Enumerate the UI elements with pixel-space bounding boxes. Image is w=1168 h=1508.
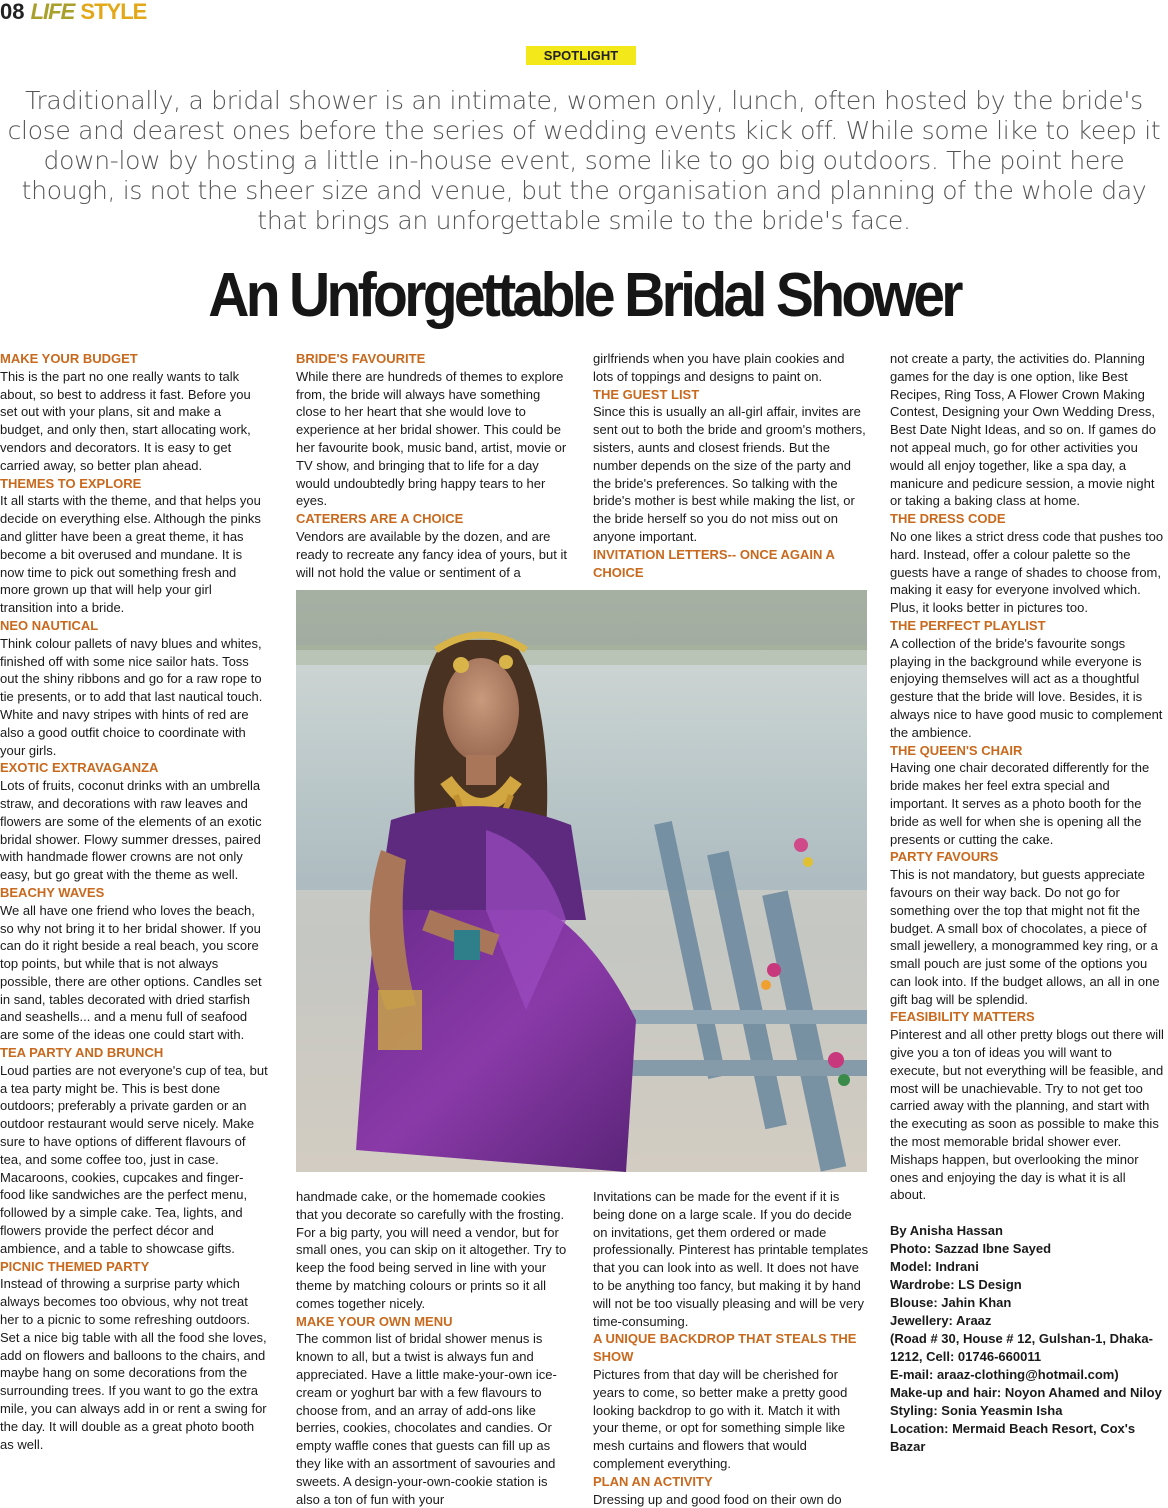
section-body: Lots of fruits, coconut drinks with an umbrella straw, and decorations with raw leaves and flowers are some of the elements of an exotic bridal shower. Flowy summer dresses, paired with handmade flower crowns are not only easy, but go great with the theme as well. — [0, 778, 262, 883]
article-column-1 — [0, 350, 268, 1453]
article-column-2-top — [296, 350, 570, 581]
section-heading: THE GUEST LIST — [593, 386, 700, 402]
section-body: While there are hundreds of themes to explore from, the bride will always have something close to her heart that she would love to experience at her bridal shower. This could be her favourite book, music band, artist, movie or TV show, and bringing that to life for a day would undoubtedly bring happy tears to her eyes. — [296, 368, 567, 509]
section-heading: INVITATION LETTERS-- ONCE AGAIN A CHOICE — [593, 546, 835, 580]
bride-photo — [296, 590, 867, 1172]
credit-wardrobe: Wardrobe: LS Design — [890, 1277, 1022, 1293]
article-column-2-bottom — [296, 1188, 570, 1508]
section-heading: THE PERFECT PLAYLIST — [890, 617, 1046, 633]
section-body: Instead of throwing a surprise party which always becomes too obvious, why not treat her to a picnic to some refreshing outdoors. Set a nice big table with all the food she loves, add on flowers and balloons to the chairs, and maybe hang on some decorations from the surrounding trees. If you want to go the extra mile, you can always add in or rent a swing for the day. It will double as a great photo booth as well. — [0, 1276, 267, 1452]
section-heading: CATERERS ARE A CHOICE — [296, 511, 464, 527]
section-body: Pictures from that day will be cherished for years to come, so better make a pretty good looking backdrop to go with it. Match it with your theme, or opt for something simple like mesh curtains and flowers that would complement everything. — [593, 1366, 848, 1471]
section-heading: PICNIC THEMED PARTY — [0, 1258, 150, 1274]
credit-model: Model: Indrani — [890, 1259, 979, 1275]
section-body: It all starts with the theme, and that helps you decide on everything else. Although the pinks and glitter have been a great theme, it has become a bit overused and mundane. It is now time to pick out something fresh and more grown up that will help your girl transition into a bride. — [0, 493, 261, 616]
section-heading: FEASIBILITY MATTERS — [890, 1009, 1035, 1025]
section-heading: A UNIQUE BACKDROP THAT STEALS THE SHOW — [593, 1331, 857, 1365]
credit-photo: Photo: Sazzad Ibne Sayed — [890, 1241, 1052, 1257]
page-number: 08 — [0, 0, 25, 24]
section-heading: BRIDE'S FAVOURITE — [296, 351, 426, 366]
section-heading: TEA PARTY AND BRUNCH — [0, 1045, 164, 1061]
section-body: A collection of the bride's favourite songs playing in the background while everyone is enjoying themselves will act as a thoughtful gesture that the bride will love. Besides, it is always nice to have good music to complement the ambience. — [890, 635, 1163, 740]
spotlight-tag: SPOTLIGHT — [526, 46, 636, 65]
section-body: not create a party, the activities do. Planning games for the day is one option, like Best Recipes, Ring Toss, A Flower Crown Making Contest, Designing your Own Wedding Dress, Best Date Night Ideas, and so on. If games do not appeal much, go for other activities you would all enjoy together, like a spa day, a manicure and pedicure session, a movie night or taking a baking class at home. — [890, 351, 1156, 509]
credit-author: By Anisha Hassan — [890, 1223, 1003, 1239]
section-body: Pinterest and all other pretty blogs out there will give you a ton of ideas you will want to execute, but not everything will be feasible, and most will be unachievable. Try to not get too carried away with the planning, and start with the executing as soon as possible to make this the most memorable bridal shower ever. Mishaps happen, but overlooking the minor ones and enjoying the day is what it is all about. — [890, 1027, 1164, 1203]
section-body: Having one chair decorated differently for the bride makes her feel extra special and important. It serves as a photo booth for the bride as well for when she is opening all the presents or cutting the cake. — [890, 760, 1150, 847]
credit-address: (Road # 30, House # 12, Gulshan-1, Dhaka-1212, Cell: 01746-660011 — [890, 1331, 1153, 1365]
section-body: The common list of bridal shower menus is known to all, but a twist is always fun and appreciated. Have a little make-your-own ice-cream or yoghurt bar with a few flavours to choose from, and an array of add-ons like berries, cookies, chocolates and candies. Or empty waffle cones that guests can fill up as they like with an assortment of savouries and sweets. A design-your-own-cookie station is also a ton of fun with your — [296, 1331, 557, 1507]
section-body: girlfriends when you have plain cookies and lots of toppings and designs to paint on. — [593, 351, 845, 384]
section-body: Vendors are available by the dozen, and are ready to recreate any fancy idea of yours, but it will not hold the value or sentiment of a — [296, 528, 567, 580]
section-body: handmade cake, or the homemade cookies that you decorate so carefully with the frosting. For a big party, you will need a vendor, but for small ones, you can skip on it altogether. Try to keep the food being served in line with your theme by matching colours or prints so it all comes together nicely. — [296, 1189, 567, 1311]
section-heading: MAKE YOUR OWN MENU — [296, 1313, 453, 1329]
section-heading: MAKE YOUR BUDGET — [0, 351, 138, 366]
section-heading: THEMES TO EXPLORE — [0, 475, 142, 491]
section-body: Think colour pallets of navy blues and whites, finished off with some nice sailor hats. Toss out the shiny ribbons and go for a raw rope to tie presents, or to add that last nautical touch. White and navy stripes with hints of red are also a good outfit choice to coordinate with your girls. — [0, 635, 263, 758]
credit-makeup: Make-up and hair: Noyon Ahamed and Niloy — [890, 1385, 1162, 1401]
section-name-life: LIFE — [30, 0, 75, 24]
bride-photo-illustration — [296, 590, 867, 1172]
article-headline: An Unforgettable Bridal Shower — [208, 261, 960, 330]
section-heading: BEACHY WAVES — [0, 884, 105, 900]
section-heading: PLAN AN ACTIVITY — [593, 1473, 713, 1489]
section-heading: THE QUEEN'S CHAIR — [890, 742, 1023, 758]
section-body: Invitations can be made for the event if it is being done on a large scale. If you do decide on invitations, get them ordered or made professionally. Pinterest has printable templates that you can look into as well. It does not have to be anything too fancy, but making it by hand will not be too visually pleasing and will be very time-consuming. — [593, 1189, 869, 1329]
article-column-3-top — [593, 350, 867, 581]
section-body: Loud parties are not everyone's cup of tea, but a tea party might be. This is best done outdoors; preferably a private garden or an outdoor restaurant would serve nicely. Make sure to have options of different flavours of tea, and some coffee too, just in case. Macaroons, cookies, cupcakes and finger-food like sandwiches are the perfect menu, followed by a simple cake. Tea, lights, and flowers provide the perfect décor and ambience, and a table to showcase gifts. — [0, 1062, 268, 1256]
section-body: No one likes a strict dress code that pushes too hard. Instead, offer a colour palette so the guests have a range of shades to choose from, making it easy for everyone involved which. Plus, it looks better in pictures too. — [890, 528, 1164, 616]
section-body: This is the part no one really wants to talk about, so best to address it fast. Before you set out with your plans, sit and make a budget, and only then, start allocating work, vendors and decorators. It is easy to get carried away, so better plan ahead. — [0, 368, 251, 473]
section-heading: THE DRESS CODE — [890, 511, 1006, 527]
page-header — [0, 0, 146, 24]
section-name-style: STYLE — [80, 0, 147, 24]
credit-email: E-mail: araaz-clothing@hotmail.com) — [890, 1367, 1119, 1383]
article-column-3-bottom — [593, 1188, 869, 1508]
credit-jewellery: Jewellery: Araaz — [890, 1313, 992, 1329]
credit-blouse: Blouse: Jahin Khan — [890, 1295, 1012, 1311]
photo-credits — [890, 1222, 1164, 1456]
article-column-4 — [890, 350, 1164, 1456]
credit-location: Location: Mermaid Beach Resort, Cox's Bazar — [890, 1421, 1136, 1455]
credit-styling: Styling: Sonia Yeasmin Isha — [890, 1403, 1063, 1419]
section-body: This is not mandatory, but guests appreciate favours on their way back. Do not go for something over the top that might not fit the budget. A small box of chocolates, a piece of small jewellery, a monogrammed key ring, or a small pouch are just some of the options you can look into. If the budget allows, an all in one gift bag will be splendid. — [890, 867, 1160, 1007]
section-body: Dressing up and good food on their own do — [593, 1491, 842, 1507]
section-heading: EXOTIC EXTRAVAGANZA — [0, 760, 159, 776]
section-body: Since this is usually an all-girl affair, invites are sent out to both the bride and groom's mothers, sisters, aunts and closest friends. But the number depends on the size of the party and the bride's preferences. So talking with the bride's mother is best while making the list, or the bride herself so you do not miss out on anyone important. — [593, 404, 866, 544]
section-heading: PARTY FAVOURS — [890, 849, 999, 865]
section-body: We all have one friend who loves the beach, so why not bring it to her bridal shower. If you can do it right beside a real beach, you score top points, but while that is not always possible, there are other options. Candles set in sand, tables decorated with dried starfish and seashells... and a menu full of seafood are some of the ideas one could start with. — [0, 902, 262, 1043]
intro-paragraph: Traditionally, a bridal shower is an intimate, women only, lunch, often hosted by the bride's close and dearest ones before the series of wedding events kick off. While some like to keep it down-low by hosting a little in-house event, some like to go big outdoors. The point here though, is not the sheer size and venue, but the organisation and planning of the whole day that brings an unforgettable smile to the bride's face. — [7, 86, 1161, 235]
section-heading: NEO NAUTICAL — [0, 617, 99, 633]
